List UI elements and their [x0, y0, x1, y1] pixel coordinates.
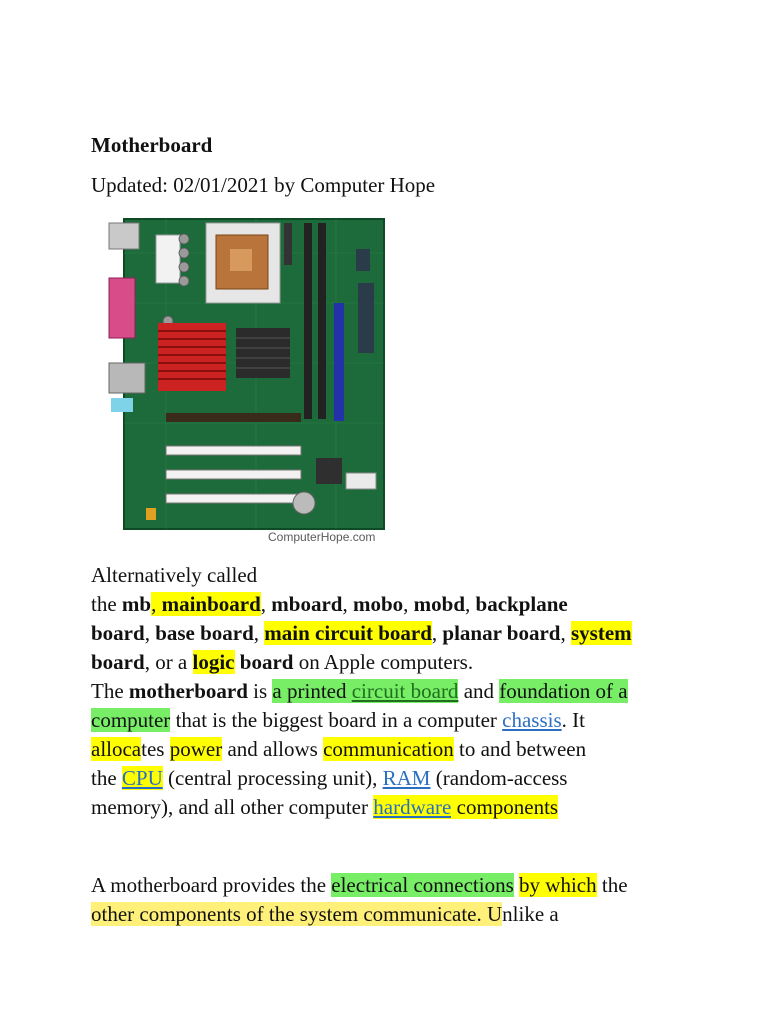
motherboard-image: [106, 213, 386, 531]
text-line: board, or a logic board on Apple computers.: [91, 650, 474, 674]
link-cpu[interactable]: CPU: [121, 766, 163, 790]
link-ram[interactable]: RAM: [382, 766, 431, 790]
text-line: other components of the system communicate. Unlike a: [91, 902, 559, 926]
image-caption: ComputerHope.com: [268, 530, 376, 544]
text-line: A motherboard provides the electrical connections by which the: [91, 873, 628, 897]
text-line: the mb, mainboard, mboard, mobo, mobd, backplane: [91, 592, 568, 616]
paragraph-intro: [91, 561, 691, 822]
updated-line: Updated: 02/01/2021 by Computer Hope: [91, 173, 436, 197]
paragraph-connections: [91, 871, 691, 929]
motherboard-figure: [106, 213, 386, 548]
page-title: Motherboard: [91, 133, 213, 157]
text-line: The motherboard is a printed circuit board and foundation of a: [91, 679, 628, 703]
link-chassis[interactable]: chassis: [502, 708, 562, 732]
text-line: computer that is the biggest board in a computer chassis. It: [91, 708, 585, 732]
link-hardware[interactable]: hardware: [373, 795, 452, 819]
text-line: memory), and all other computer hardware components: [91, 795, 559, 819]
text-line: allocates power and allows communication to and between: [91, 737, 587, 761]
text-line: board, base board, main circuit board, planar board, system: [91, 621, 632, 645]
text-line: the CPU (central processing unit), RAM (random-access: [91, 766, 568, 790]
text-line: Alternatively called: [91, 563, 258, 587]
link-circuit-board[interactable]: circuit board: [351, 679, 459, 703]
